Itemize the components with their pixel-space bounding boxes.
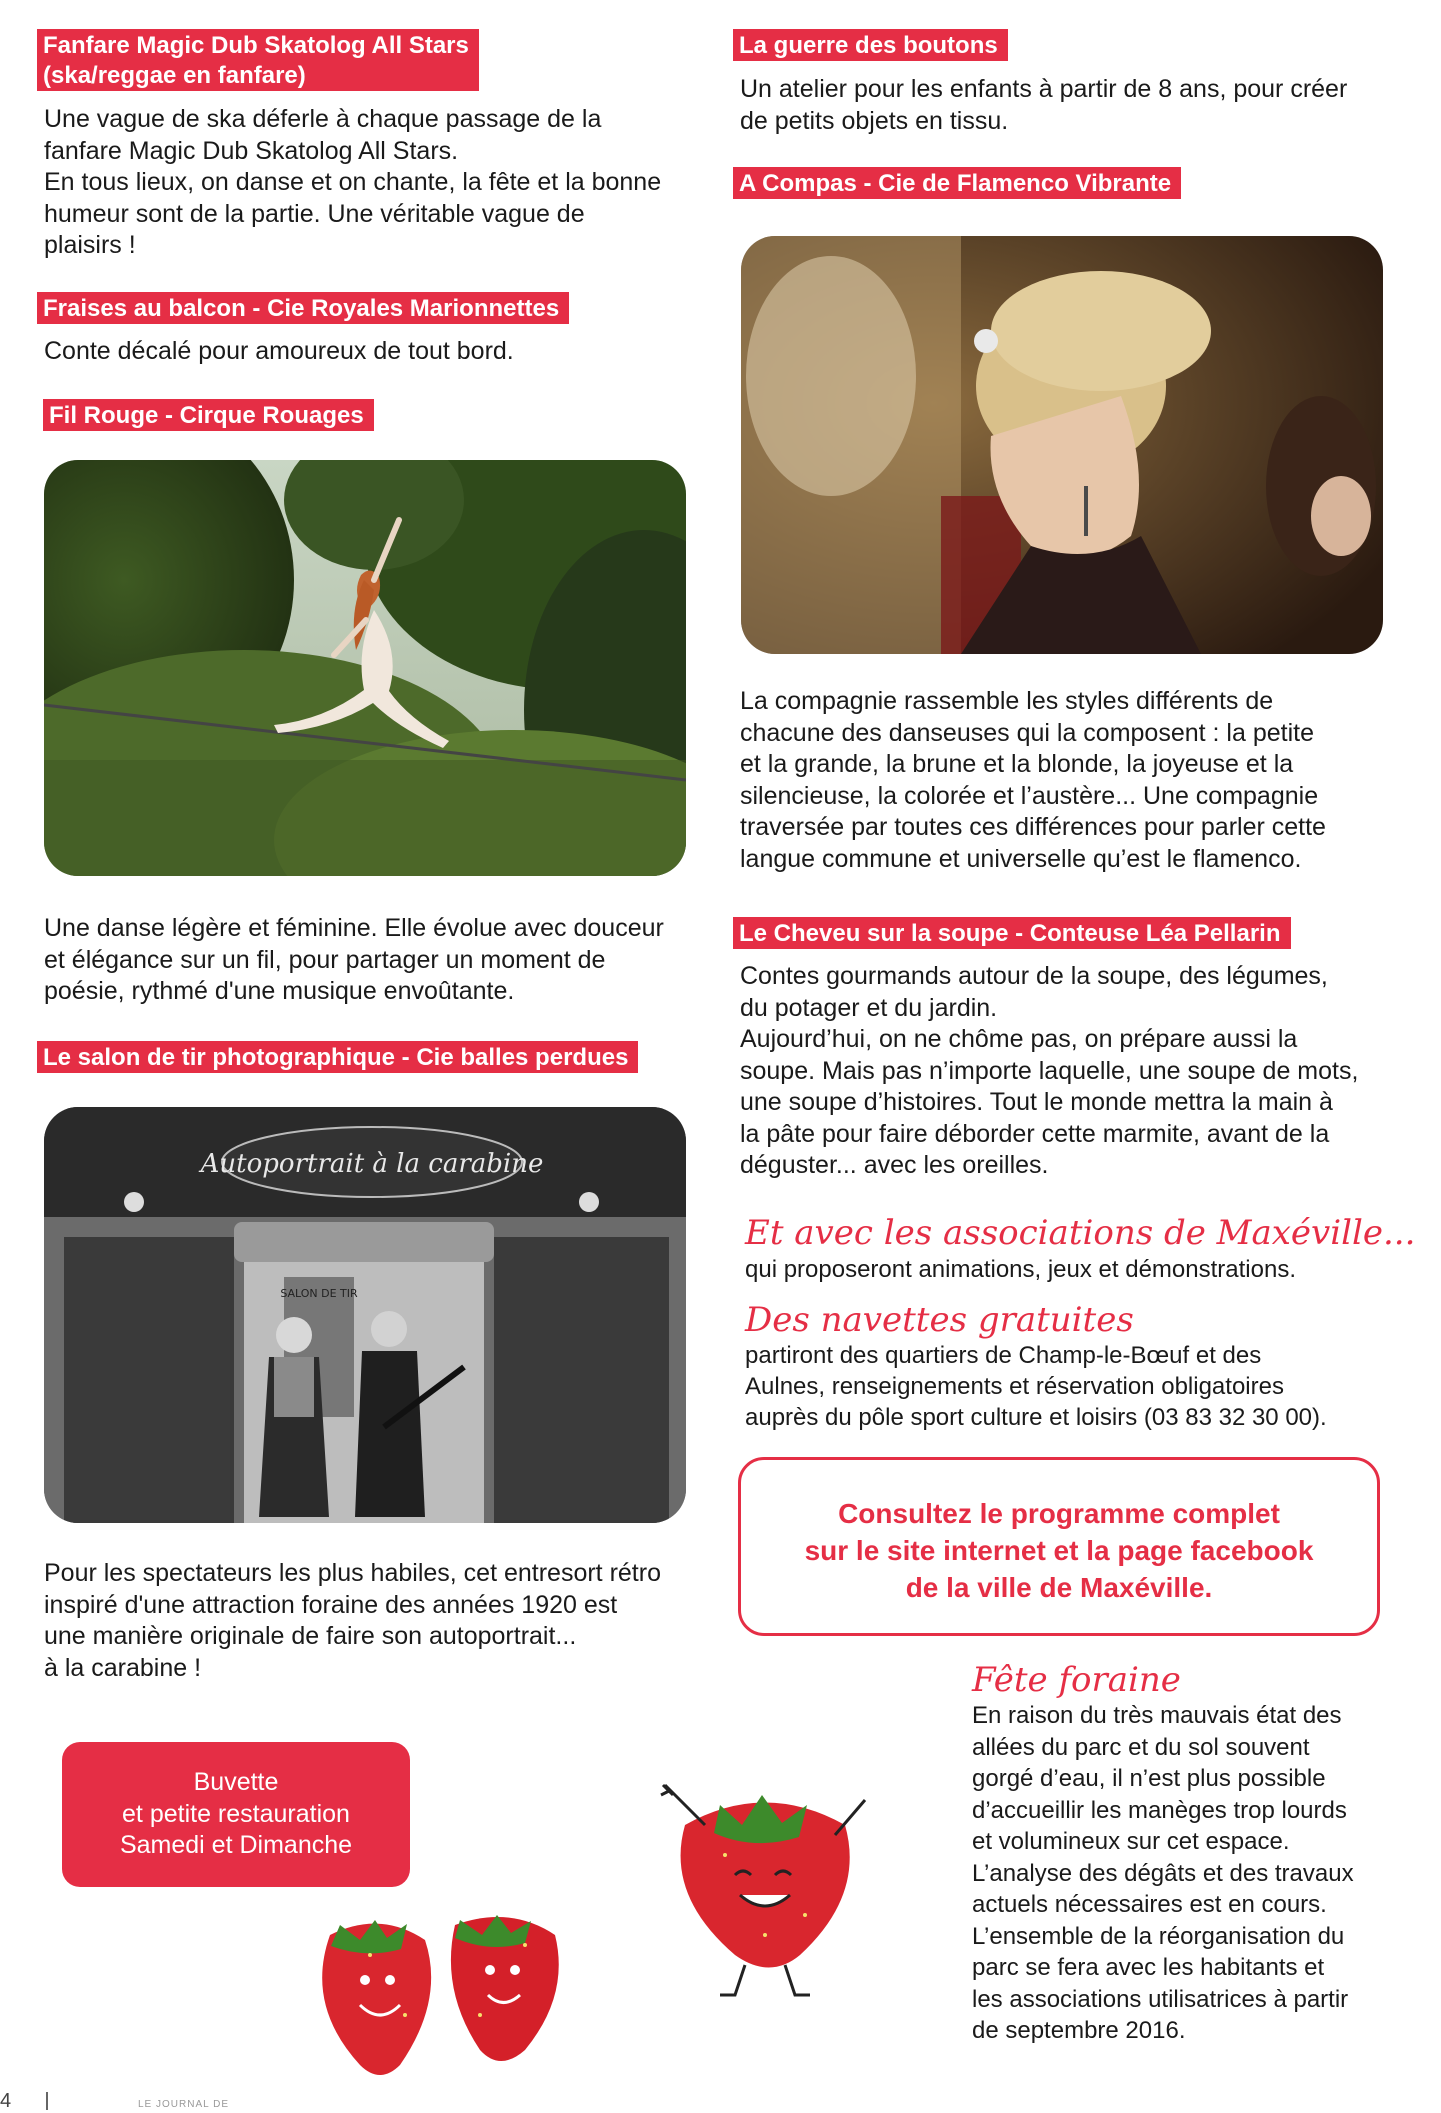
shooting-gallery-photo bbox=[44, 1107, 686, 1523]
text-line: inspiré d'une attraction foraine des années 1920 est bbox=[44, 1590, 618, 1619]
program-cta-box bbox=[738, 1457, 1380, 1636]
text-line: Conte décalé pour amoureux de tout bord. bbox=[44, 337, 514, 365]
boutons-text bbox=[740, 74, 1347, 137]
salon-text bbox=[44, 1558, 661, 1684]
text-line: partiront des quartiers de Champ-le-Bœuf et des bbox=[745, 1342, 1262, 1369]
associations-text bbox=[745, 1254, 1296, 1286]
fanfare-title-line-2: (ska/reggae en fanfare) bbox=[43, 62, 306, 89]
cheveu-text bbox=[740, 961, 1358, 1182]
flamenco-dancer-photo bbox=[741, 236, 1383, 654]
text-line: silencieuse, la colorée et l’austère... Une compagnie bbox=[740, 781, 1319, 810]
text-line: humeur sont de la partie. Une véritable vague de bbox=[44, 199, 585, 228]
text-line: du potager et du jardin. bbox=[740, 993, 998, 1022]
page-number: 4 bbox=[0, 2090, 12, 2112]
fanfare-title bbox=[37, 29, 479, 91]
associations-heading: Et avec les associations de Maxéville... bbox=[745, 1213, 1416, 1253]
filrouge-title: Fil Rouge - Cirque Rouages bbox=[43, 399, 374, 431]
text-line: et volumineux sur cet espace. bbox=[972, 1828, 1290, 1855]
text-line: à la carabine ! bbox=[44, 1653, 202, 1682]
text-line: actuels nécessaires est en cours. bbox=[972, 1891, 1327, 1918]
navettes-heading: Des navettes gratuites bbox=[745, 1300, 1134, 1340]
shooting-gallery-sign: Autoportrait à la carabine bbox=[200, 1149, 544, 1179]
text-line: de petits objets en tissu. bbox=[740, 106, 1009, 135]
text-line: Une danse légère et féminine. Elle évolue avec douceur bbox=[44, 914, 664, 942]
filrouge-text bbox=[44, 913, 664, 1008]
text-line: les associations utilisatrices à partir bbox=[972, 1985, 1349, 2013]
navettes-text bbox=[745, 1340, 1327, 1433]
text-line: parc se fera avec les habitants et bbox=[972, 1954, 1325, 1981]
text-line: gorgé d’eau, il n’est plus possible bbox=[972, 1765, 1326, 1792]
text-line: qui proposeront animations, jeux et démonstrations. bbox=[745, 1256, 1296, 1283]
booth-sign: SALON DE TIR bbox=[280, 1287, 358, 1300]
compas-text bbox=[740, 686, 1326, 875]
text-line: chacune des danseuses qui la composent : la petite bbox=[740, 718, 1314, 747]
text-line: la pâte pour faire déborder cette marmite, avant de la bbox=[740, 1119, 1330, 1148]
strawberry-characters-illustration bbox=[310, 1895, 610, 2085]
journal-name: LE JOURNAL DE bbox=[138, 2099, 229, 2110]
text-line: plaisirs ! bbox=[44, 231, 136, 259]
boutons-title: La guerre des boutons bbox=[733, 29, 1008, 61]
text-line: une manière originale de faire son autoportrait... bbox=[44, 1622, 577, 1650]
text-line: et élégance sur un fil, pour partager un moment de bbox=[44, 945, 606, 974]
fanfare-title-line-1: Fanfare Magic Dub Skatolog All Stars bbox=[43, 32, 469, 59]
text-line: langue commune et universelle qu’est le flamenco. bbox=[740, 844, 1302, 873]
compas-title: A Compas - Cie de Flamenco Vibrante bbox=[733, 167, 1181, 199]
tightrope-dancer-photo bbox=[44, 460, 686, 876]
text-line: traversée par toutes ces différences pour parler cette bbox=[740, 813, 1326, 841]
text-line: auprès du pôle sport culture et loisirs (03 83 32 30 00). bbox=[745, 1404, 1327, 1431]
text-line: une soupe d’histoires. Tout le monde mettra la main à bbox=[740, 1088, 1333, 1116]
text-line: soupe. Mais pas n’importe laquelle, une soupe de mots, bbox=[740, 1056, 1359, 1085]
fanfare-text bbox=[44, 104, 661, 262]
buvette-line: Buvette bbox=[193, 1768, 279, 1796]
buvette-box bbox=[62, 1742, 410, 1887]
buvette-line: et petite restauration bbox=[122, 1799, 350, 1828]
text-line: La compagnie rassemble les styles différents de bbox=[740, 687, 1274, 715]
text-line: Aulnes, renseignements et réservation obligatoires bbox=[745, 1373, 1284, 1400]
text-line: Un atelier pour les enfants à partir de 8 ans, pour créer bbox=[740, 75, 1348, 103]
text-line: L’ensemble de la réorganisation du bbox=[972, 1922, 1345, 1950]
cta-line: sur le site internet et la page facebook bbox=[804, 1535, 1314, 1566]
strawberry-dancing-illustration bbox=[645, 1765, 885, 2005]
fraises-title: Fraises au balcon - Cie Royales Marionnettes bbox=[37, 292, 569, 324]
text-line: fanfare Magic Dub Skatolog All Stars. bbox=[44, 136, 459, 165]
cta-line: Consultez le programme complet bbox=[838, 1498, 1280, 1529]
cta-line: de la ville de Maxéville. bbox=[905, 1572, 1213, 1603]
text-line: Pour les spectateurs les plus habiles, cet entresort rétro bbox=[44, 1559, 661, 1587]
text-line: L’analyse des dégâts et des travaux bbox=[972, 1859, 1354, 1887]
foraine-heading: Fête foraine bbox=[972, 1660, 1181, 1700]
text-line: de septembre 2016. bbox=[972, 2017, 1186, 2044]
cheveu-title: Le Cheveu sur la soupe - Conteuse Léa Pellarin bbox=[733, 917, 1291, 949]
text-line: En tous lieux, on danse et on chante, la fête et la bonne bbox=[44, 168, 662, 196]
text-line: poésie, rythmé d'une musique envoûtante. bbox=[44, 977, 515, 1005]
text-line: Une vague de ska déferle à chaque passage de la bbox=[44, 105, 602, 133]
buvette-line: Samedi et Dimanche bbox=[119, 1831, 353, 1859]
text-line: allées du parc et du sol souvent bbox=[972, 1733, 1310, 1761]
foraine-text bbox=[972, 1700, 1354, 2047]
salon-title: Le salon de tir photographique - Cie balles perdues bbox=[37, 1041, 638, 1073]
text-line: et la grande, la brune et la blonde, la joyeuse et la bbox=[740, 750, 1294, 778]
fraises-text bbox=[44, 336, 514, 368]
text-line: déguster... avec les oreilles. bbox=[740, 1151, 1049, 1179]
text-line: Aujourd’hui, on ne chôme pas, on prépare aussi la bbox=[740, 1025, 1298, 1053]
text-line: Contes gourmands autour de la soupe, des légumes, bbox=[740, 962, 1328, 990]
footer-divider bbox=[46, 2092, 48, 2110]
text-line: En raison du très mauvais état des bbox=[972, 1702, 1342, 1729]
text-line: d’accueillir les manèges trop lourds bbox=[972, 1796, 1347, 1824]
